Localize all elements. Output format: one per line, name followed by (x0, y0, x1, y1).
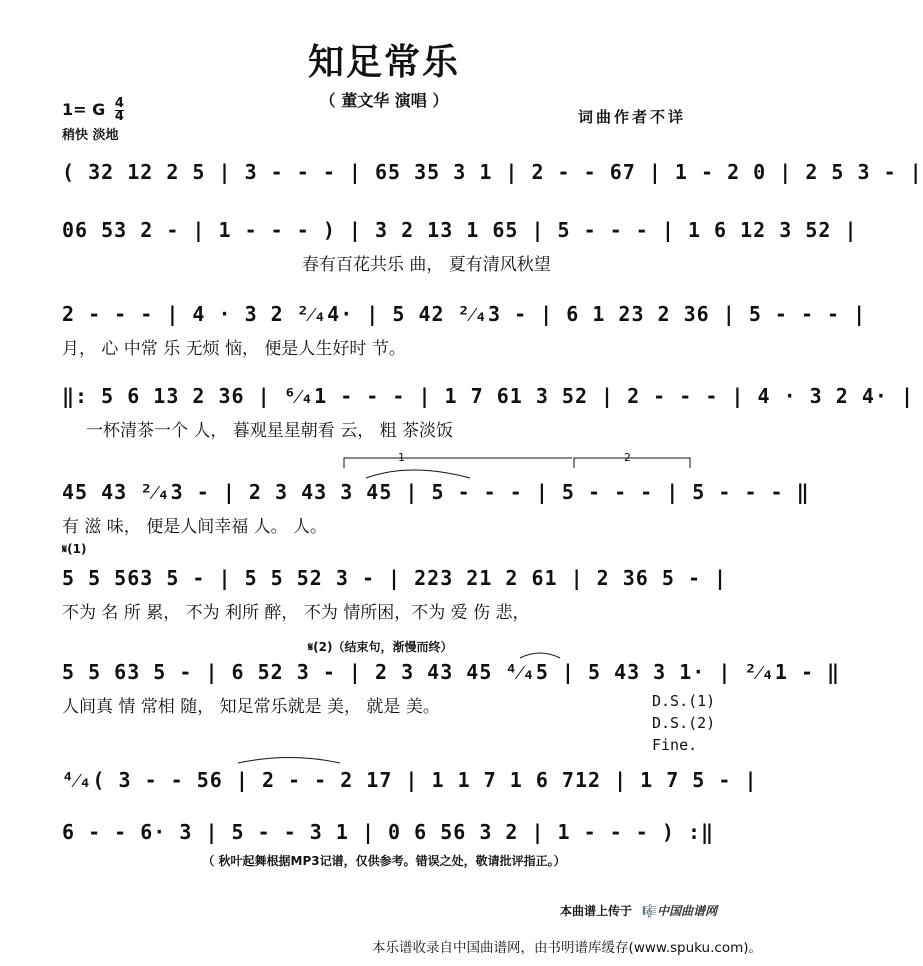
upload-label: 本曲谱上传于 (560, 904, 633, 918)
brand-name: 中国曲谱网 (657, 904, 718, 918)
notation-line-5: 45 43 ²⁄₄3 - | 2 3 43 3 45 | 5 - - - | 5 - - - | 5 - - - ‖ (62, 480, 810, 504)
tempo-marking: 稍快 淡地 (62, 128, 119, 143)
notation-line-3: 2 - - - | 4 · 3 2 ²⁄₄4· | 5 42 ²⁄₄3 - | 6 1 23 2 36 | 5 - - - | (62, 302, 867, 326)
volta-1-bracket (344, 458, 572, 468)
volta-2-label: 2 (624, 451, 631, 464)
notation-line-8: ⁴⁄₄( 3 - - 56 | 2 - - 2 17 | 1 1 7 1 6 712 | 1 7 5 - | (62, 768, 758, 792)
lyric-line-2: 春有百花共乐 曲， 夏有清风秋望 (302, 255, 551, 275)
lyric-line-3: 月， 心 中常 乐 无烦 恼， 便是人生好时 节。 (62, 339, 406, 359)
segno-1-marker: 𝄋(1) (62, 542, 87, 556)
song-title: 知足常乐 (307, 42, 460, 83)
source-caption: 本乐谱收录自中国曲谱网，由书明谱库缓存(www.spuku.com)。 (372, 940, 762, 956)
lyric-line-6: 不为 名 所 累， 不为 利所 醉， 不为 情所困，不为 爱 伤 悲， (62, 603, 530, 623)
lyric-line-5: 有 滋 味， 便是人间幸福 人。 人。 (62, 517, 328, 537)
music-score-icon: 🎼 (642, 904, 658, 918)
ds-1-marking: D.S.(1) (652, 692, 716, 710)
ds-2-marking: D.S.(2) (652, 714, 716, 732)
time-signature-numerator: 4 (114, 96, 124, 111)
notation-line-7: 5 5 63 5 - | 6 52 3 - | 2 3 43 45 ⁴⁄₄5 | 5 43 3 1· | ²⁄₄1 - ‖ (62, 660, 841, 684)
singer-credit: （ 董文华 演唱 ） (319, 91, 449, 110)
notation-line-6: 5 5 563 5 - | 5 5 52 3 - | 223 21 2 61 | 2 36 5 - | (62, 566, 728, 590)
key-label: 1= G (62, 100, 106, 119)
author-credit: 词曲作者不详 (578, 108, 687, 126)
notation-line-2: 06 53 2 - | 1 - - - ) | 3 2 13 1 65 | 5 - - - | 1 6 12 3 52 | (62, 218, 858, 242)
segno-2-marker: 𝄋(2)（结束句，渐慢而终） (308, 640, 453, 654)
lyric-line-4: 一杯清茶一个 人， 暮观星星朝看 云， 粗 茶淡饭 (86, 421, 454, 441)
volta-2-bracket (574, 458, 690, 468)
notation-line-9: 6 - - 6· 3 | 5 - - 3 1 | 0 6 56 3 2 | 1 - - - ) :‖ (62, 820, 715, 844)
slur-arc (520, 653, 560, 658)
volta-1-label: 1 (398, 451, 405, 464)
lyric-line-7: 人间真 情 常相 随， 知足常乐就是 美， 就是 美。 (62, 697, 440, 717)
notation-line-1: ( 32 12 2 5 | 3 - - - | 65 35 3 1 | 2 - - 67 | 1 - 2 0 | 2 5 3 - | (62, 160, 923, 184)
time-signature-denominator: 4 (114, 109, 124, 124)
transcription-note: （ 秋叶起舞根据MP3记谱，仅供参考。错误之处，敬请批评指正。） (202, 854, 566, 868)
notation-line-4: ‖: 5 6 13 2 36 | ⁶⁄₄1 - - - | 1 7 61 3 52 | 2 - - - | 4 · 3 2 4· | (62, 384, 915, 408)
tie-arc (366, 470, 470, 478)
fine-marking: Fine. (652, 736, 698, 754)
tie-arc-2 (238, 758, 340, 764)
